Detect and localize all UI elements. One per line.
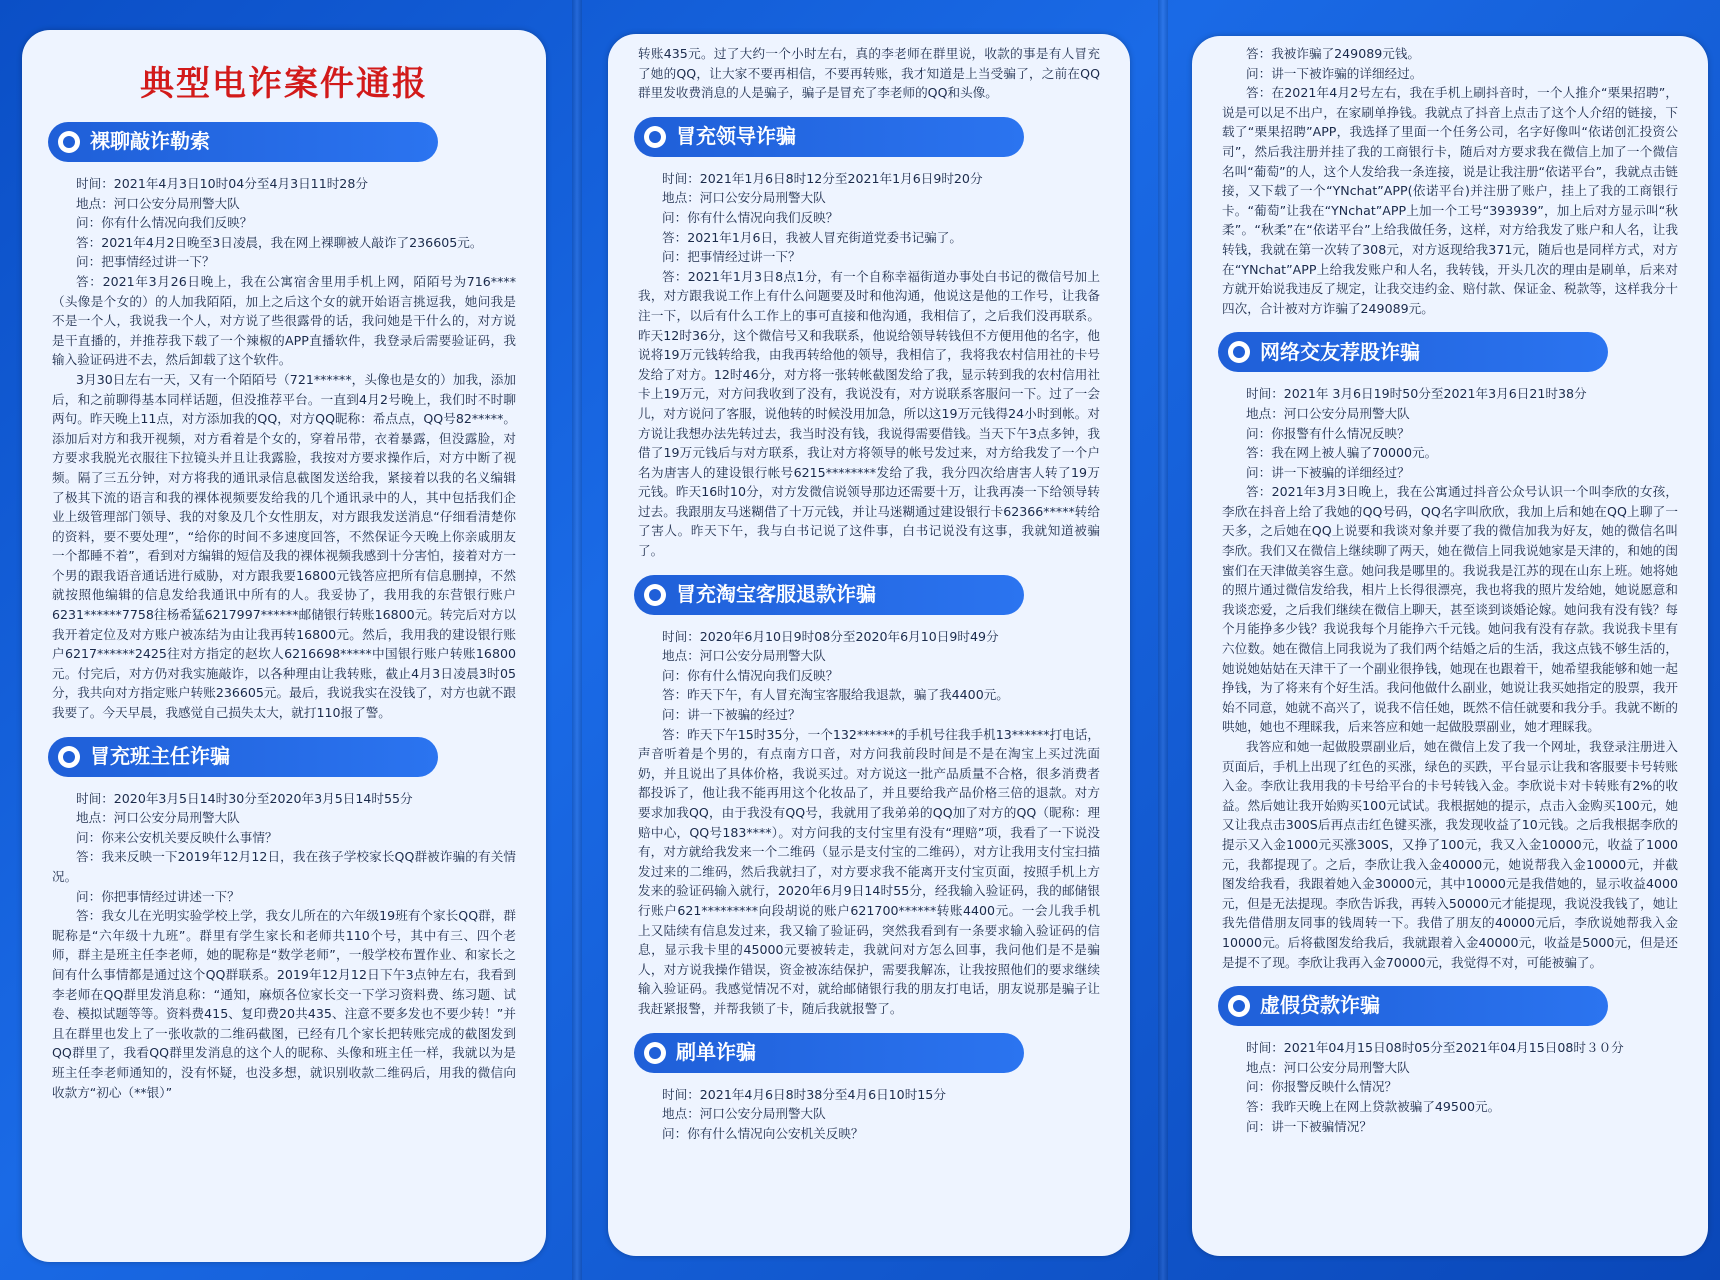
- question: 问：讲一下被骗的详细经过？: [1246, 464, 1410, 480]
- section-title: 虚假贷款诈骗: [1260, 993, 1380, 1018]
- brochure-panel-left: [22, 30, 546, 1262]
- case-time: 时间：2021年 3月6日19时50分至2021年3月6日21时38分: [1246, 386, 1587, 402]
- case-meta: [662, 627, 1100, 725]
- case-meta: [1246, 1038, 1678, 1136]
- answer: 答：2021年3月3日晚上，我在公寓通过抖音公众号认识一个叫李欣的女孩，李欣在抖音上给了我她的QQ号码，QQ名字叫欣欣，我加上后和她在QQ上聊了一天多，之后她在QQ上说要和我谈对象并要了我的微信加我为好友，她的微信名叫李欣。我们又在微信上继续聊了两天，她在微信上同我说她家是天津的，和她的闺蜜们在天津做美容生意。她问我是哪里的。我说我是江苏的现在山东上班。她将她的照片通过微信发给我，相片上长得很漂亮，我也将我的照片发给她，她说愿意和我谈恋爱，之后我们继续在微信上聊天，甚至谈到谈婚论嫁。她问我有没有钱？每个月能挣多少钱？我说我每个月能挣六千元钱。她问我有没有存款。我说我卡里有六位数。她在微信上同我说为了我们两个结婚之后的生活，我这点钱不够生活的，她说她姑姑在天津干了一个副业很挣钱，她现在也跟着干，她希望我能够和她一起挣钱，为了将来有个好生活。我问他做什么副业，她说让我买她指定的股票，我开始不同意，她就不高兴了，说我不信任她，既然不信任就要和我分手。我就不断的哄她，她也不理睬我，后来答应和她一起做股票副业，她才理睬我。: [1222, 484, 1678, 735]
- answer: 3月30日左右一天，又有一个陌陌号（721******，头像也是女的）加我，添加后，和之前聊得基本同样话题，但没推荐平台。一直到4月2号晚上，我们时不时聊两句。昨天晚上11点，对方添加我的QQ，对方QQ昵称：希点点，QQ号82*****。添加后对方和我开视频，对方看着是个女的，穿着吊带，衣着暴露，但没露脸，对方要求我脱光衣服往下拉镜头并且让我露脸，我按对方要求操作后，对方中断了视频。隔了三五分钟，对方将我的通讯录信息截图发送给我，紧接着以我的名义编辑了极其下流的语言和我的裸体视频要发给我的几个通讯录中的人，其中包括我们企业上级管理部门领导、我的对象及几个女性朋友，对方跟我发送消息“仔细看清楚你的资料，要不要处理”，“给你的时间不多速度回答，不然保证今天晚上你亲戚朋友一个都睡不着”，看到对方编辑的短信及我的裸体视频我感到十分害怕，接着对方一个男的跟我语音通话进行威胁，对方跟我要16800元钱答应把所有信息删掉，不然就按照他编辑的信息发给我通讯中所有的人。我妥协了，我用我的东营银行账户6231******7758往杨希猛6217997******邮储银行转账16800元。转完后对方以我开着定位及对方账户被冻结为由让我再转16800元。然后，我用我的建设银行账户6217******2425往对方指定的赵坎人6216698*****中国银行账户转账16800元。付完后，对方仍对我实施敲诈，以各种理由让我转账，截止4月3日凌晨3时05分，我共向对方指定账户转账236605元。最后，我说我实在没钱了，对方也就不跟我要了。今天早晨，我感觉自己损失太大，就打110报了警。: [52, 371, 516, 721]
- question: 问：你报警有什么情况反映？: [1246, 425, 1410, 441]
- section-title: 冒充班主任诈骗: [90, 743, 230, 768]
- question: 问：你把事情经过讲述一下？: [76, 888, 240, 904]
- case-place: 地点：河口公安分局刑警大队: [662, 1106, 826, 1122]
- question: 问：你报警反映什么情况？: [1246, 1079, 1398, 1095]
- case-place: 地点：河口公安分局刑警大队: [76, 195, 240, 211]
- fold-crease-left: [572, 0, 582, 1280]
- case-time: 时间：2020年6月10日9时08分至2020年6月10日9时49分: [662, 628, 999, 644]
- question: 问：你来公安机关要反映什么事情？: [76, 829, 278, 845]
- brochure-panel-right: [1192, 36, 1708, 1256]
- section-header-fake-loan: [1218, 986, 1608, 1026]
- case-place: 地点：河口公安分局刑警大队: [662, 190, 826, 206]
- section-title: 裸聊敲诈勒索: [90, 129, 210, 154]
- continued-text: 转账435元。过了大约一个小时左右，真的李老师在群里说，收款的事是有人冒充了她的QQ，让大家不要再相信，不要再转账，我才知道是上当受骗了，之前在QQ群里发收费消息的人是骗子，骗子是冒充了李老师的QQ和头像。: [638, 46, 1100, 101]
- case-meta: [662, 1085, 1100, 1144]
- section-header-sextortion: [48, 122, 438, 162]
- answer: 答：2021年1月3日8点1分，有一个自称幸福街道办事处白书记的微信号加上我，对方跟我说工作上有什么问题要及时和他沟通，他说这是他的工作号，让我备注一下，以后有什么工作上的事可直接和他沟通，我相信了，之后我们没再联系。昨天12时36分，这个微信号又和我联系，他说给领导转钱但不方便用他的名字，他说将19万元钱转给我，由我再转给他的领导，我相信了，我将我农村信用社的卡号发给了对方。12时46分，对方将一张转帐截图发给了我，显示转到我的农村信用社卡上19万元，对方问我收到了没有，我说没有，对方说联系客服问一下。过了一会儿，对方说问了客服，说他转的时候没用加急，所以这19万元钱得24小时到帐。对方说让我想办法先转过去，我当时没有钱，我说得需要借钱。当天下午3点多钟，我借了19万元钱后与对方联系，我让对方将领导的帐号发过来，对方给我发了一个户名为唐害人的建设银行帐号6215********发给了我，我分四次给唐害人转了19万元钱。昨天16时10分，对方发微信说领导那边还需要十万，让我再凑一下给领导转过去。我跟朋友马迷糊借了十万元钱，并让马迷糊通过建设银行卡62366*****转给了害人。昨天下午，我与白书记说了这件事，白书记说没有这事，我就知道被骗了。: [638, 268, 1100, 559]
- document-title: 典型电诈案件通报: [140, 64, 428, 104]
- question: 问：你有什么情况向公安机关反映？: [662, 1125, 864, 1141]
- question: 问：你有什么情况向我们反映？: [76, 215, 253, 231]
- section-title: 网络交友荐股诈骗: [1260, 339, 1420, 364]
- question: 问：讲一下被骗的经过？: [662, 707, 801, 723]
- answer: 答：2021年4月2日晚至3日凌晨，我在网上裸聊被人敲诈了236605元。: [76, 234, 483, 250]
- section-title: 冒充淘宝客服退款诈骗: [676, 581, 876, 606]
- case-time: 时间：2020年3月5日14时30分至2020年3月5日14时55分: [76, 790, 413, 806]
- section-header-fake-teacher: [48, 737, 438, 777]
- answer: 答：昨天下午15时35分，一个132******的手机号往我手机13******打电话，声音听着是个男的，有点南方口音，对方问我前段时间是不是在淘宝上买过洗面奶，并且说出了具体价格，我说买过。对方说这一批产品质量不合格，很多消费者都投诉了，他让我不能再用这个化妆品了，并且要给我产品价格三倍的退款。对方要求加我QQ，由于我没有QQ号，我就用了我弟弟的QQ加了对方的QQ（昵称：理赔中心，QQ号183****）。对方问我的支付宝里有没有“理赔”项，我看了一下说没有，对方就给我发来一个二维码（显示是支付宝的二维码），对方让我用支付宝扫描发过来的二维码，然后我就扫了，对方要求我不能离开支付宝页面，按照手机上方发来的验证码输入就行，2020年6月9日14时55分，经我输入验证码，我的邮储银行账户621*********向段胡说的账户621700******转账4400元。一会儿我手机上又陆续有信息发过来，我又输了验证码，突然我看到有一条要求输入验证码的信息，显示我卡里的45000元要被转走，我就问对方怎么回事，我问他们是不是骗人，对方说我操作错误，资金被冻结保护，需要我解冻，让我按照他们的要求继续输入验证码。我感觉情况不对，就给邮储银行我的朋友打电话，朋友说那是骗子让我赶紧报警，并帮我锁了卡，随后我就报警了。: [638, 726, 1100, 1016]
- section-title: 刷单诈骗: [676, 1039, 756, 1064]
- section-title: 冒充领导诈骗: [676, 123, 796, 148]
- case-time: 时间：2021年04月15日08时05分至2021年04月15日08时３０分: [1246, 1040, 1624, 1056]
- case-time: 时间：2021年1月6日8时12分至2021年1月6日9时20分: [662, 170, 983, 186]
- target-bullet-icon: [644, 1042, 666, 1064]
- target-bullet-icon: [58, 746, 80, 768]
- case-place: 地点：河口公安分局刑警大队: [1246, 405, 1410, 421]
- question: 问：你有什么情况向我们反映？: [662, 667, 839, 683]
- target-bullet-icon: [58, 131, 80, 153]
- case-meta: [1246, 384, 1678, 482]
- question: 问：讲一下被骗情况？: [1246, 1118, 1372, 1134]
- case-meta: [662, 169, 1100, 267]
- answer: 答：2021年1月6日，我被人冒充街道党委书记骗了。: [662, 229, 962, 245]
- case-time: 时间：2021年4月6日8时38分至4月6日10时15分: [662, 1086, 946, 1102]
- answer: 我答应和她一起做股票副业后，她在微信上发了我一个网址，我登录注册进入页面后，手机上出现了红色的买涨，绿色的买跌，平台显示让我和客服要卡号转账入金。李欣让我用我的卡号给平台的卡号转钱入金。李欣说卡对卡转账有2%的收益。然后她让我开始购买100元试试。我根据她的提示，点击入金购买100元，她又让我点击300S后再点击红色键买涨，我发现收益了10元钱。之后我根据李欣的提示又入金1000元买涨300S，又挣了100元，我又入金10000元，收益了1000元，我都提现了。之后，李欣让我入金40000元，她说帮我入金10000元，并截图发给我看，我跟着她入金30000元，其中10000元是我借她的，显示收益4000元，但是无法提现。李欣告诉我，再转入50000元才能提现，我说没我钱了，她让我先借借朋友同事的钱周转一下。我借了朋友的40000元后，李欣说她帮我入金10000元。后将截图发给我后，我就跟着入金40000元，收益是5000元，但是还是提不了现。李欣让我再入金70000元，我觉得不对，可能被骗了。: [1222, 739, 1678, 970]
- question: 问：把事情经过讲一下？: [662, 249, 801, 265]
- section-header-taobao-refund: [634, 575, 1024, 615]
- question: 问：把事情经过讲一下？: [76, 254, 215, 270]
- fold-crease-right: [1158, 0, 1168, 1280]
- question: 问：你有什么情况向我们反映？: [662, 209, 839, 225]
- target-bullet-icon: [1228, 341, 1250, 363]
- answer: 答：我被诈骗了249089元钱。: [1246, 46, 1421, 61]
- case-meta: [76, 789, 516, 848]
- answer: 答：2021年3月26日晚上，我在公寓宿舍里用手机上网，陌陌号为716****（头像是个女的）的人加我陌陌，加上之后这个女的就开始语言挑逗我，她问我是不是一个人，我说我一个人，对方说了些很露骨的话，我问她是干什么的，对方说是干直播的，并推荐我下载了一个辣椒的APP直播软件，我登录后需要验证码，我输入验证码进不去，然后卸载了这个软件。: [52, 273, 516, 368]
- answer: 答：我在网上被人骗了70000元。: [1246, 445, 1438, 461]
- case-place: 地点：河口公安分局刑警大队: [1246, 1059, 1410, 1075]
- target-bullet-icon: [644, 126, 666, 148]
- target-bullet-icon: [1228, 995, 1250, 1017]
- answer: 答：我昨天晚上在网上贷款被骗了49500元。: [1246, 1098, 1501, 1114]
- section-header-click-farming: [634, 1033, 1024, 1073]
- answer: 答：在2021年4月2号左右，我在手机上刷抖音时，一个人推介“栗果招聘”，说是可以足不出户，在家刷单挣钱。我就点了抖音上点击了这个人介绍的链接，下载了“栗果招聘”APP，我选择了里面一个任务公司，名字好像叫“依诺创汇投资公司”，然后我注册并挂了我的工商银行卡，随后对方要求我在微信上加了一个微信名叫“葡萄”的人，这个人发给我一条连接，说是让我注册“依诺平台”，我就点击链接，又下载了一个“YNchat”APP(依诺平台)并注册了账户，挂上了我的工商银行卡。“葡萄”让我在“YNchat”APP上加一个工号“393939”，加上后对方显示叫“秋柔”。“秋柔”在“依诺平台”上给我做任务，这样，对方给我发了账户和人名，让我转钱，我就在第一次转了308元，对方返现给我371元，随后也是同样方式，对方在“YNchat”APP上给我发账户和人名，我转钱，开头几次的理由是刷单，后来对方就开始说我违反了规定，让我交违约金、赔付款、保证金、税款等，这样我分十四次，合计被对方诈骗了249089元。: [1222, 85, 1678, 316]
- section-header-online-dating-stock: [1218, 332, 1608, 372]
- answer: 答：我来反映一下2019年12月12日，我在孩子学校家长QQ群被诈骗的有关情况。: [52, 849, 516, 884]
- case-meta: [1246, 44, 1678, 83]
- case-place: 地点：河口公安分局刑警大队: [662, 648, 826, 664]
- section-header-fake-leader: [634, 117, 1024, 157]
- case-meta: [76, 174, 516, 233]
- target-bullet-icon: [644, 584, 666, 606]
- answer: 答：昨天下午，有人冒充淘宝客服给我退款，骗了我4400元。: [662, 687, 1009, 703]
- case-time: 时间：2021年4月3日10时04分至4月3日11时28分: [76, 176, 368, 191]
- case-place: 地点：河口公安分局刑警大队: [76, 810, 240, 826]
- brochure-panel-middle: [608, 34, 1130, 1256]
- answer: 答：我女儿在光明实验学校上学，我女儿所在的六年级19班有个家长QQ群，群昵称是“六年级十九班”。群里有学生家长和老师共110个号，其中有三、四个老师，群主是班主任李老师，她的昵称是“数学老师”，一般学校布置作业、和家长之间有什么事情都是通过这个QQ群联系。2019年12月12日下午3点钟左右，我看到李老师在QQ群里发消息称：“通知，麻烦各位家长交一下学习资料费、练习题、试卷、模拟试题等等。资料费415、复印费20共435、注意不要多发也不要少转！”并且在群里也发上了一张收款的二维码截图，已经有几个家长把转账完成的截图发到QQ群里了，我看QQ群里发消息的这个人的昵称、头像和班主任一样，我就以为是班主任李老师通知的，没有怀疑，也没多想，就识别收款二维码后，用我的微信向收款方“初心（**银）”: [52, 908, 516, 1100]
- question: 问：讲一下被诈骗的详细经过。: [1246, 65, 1423, 81]
